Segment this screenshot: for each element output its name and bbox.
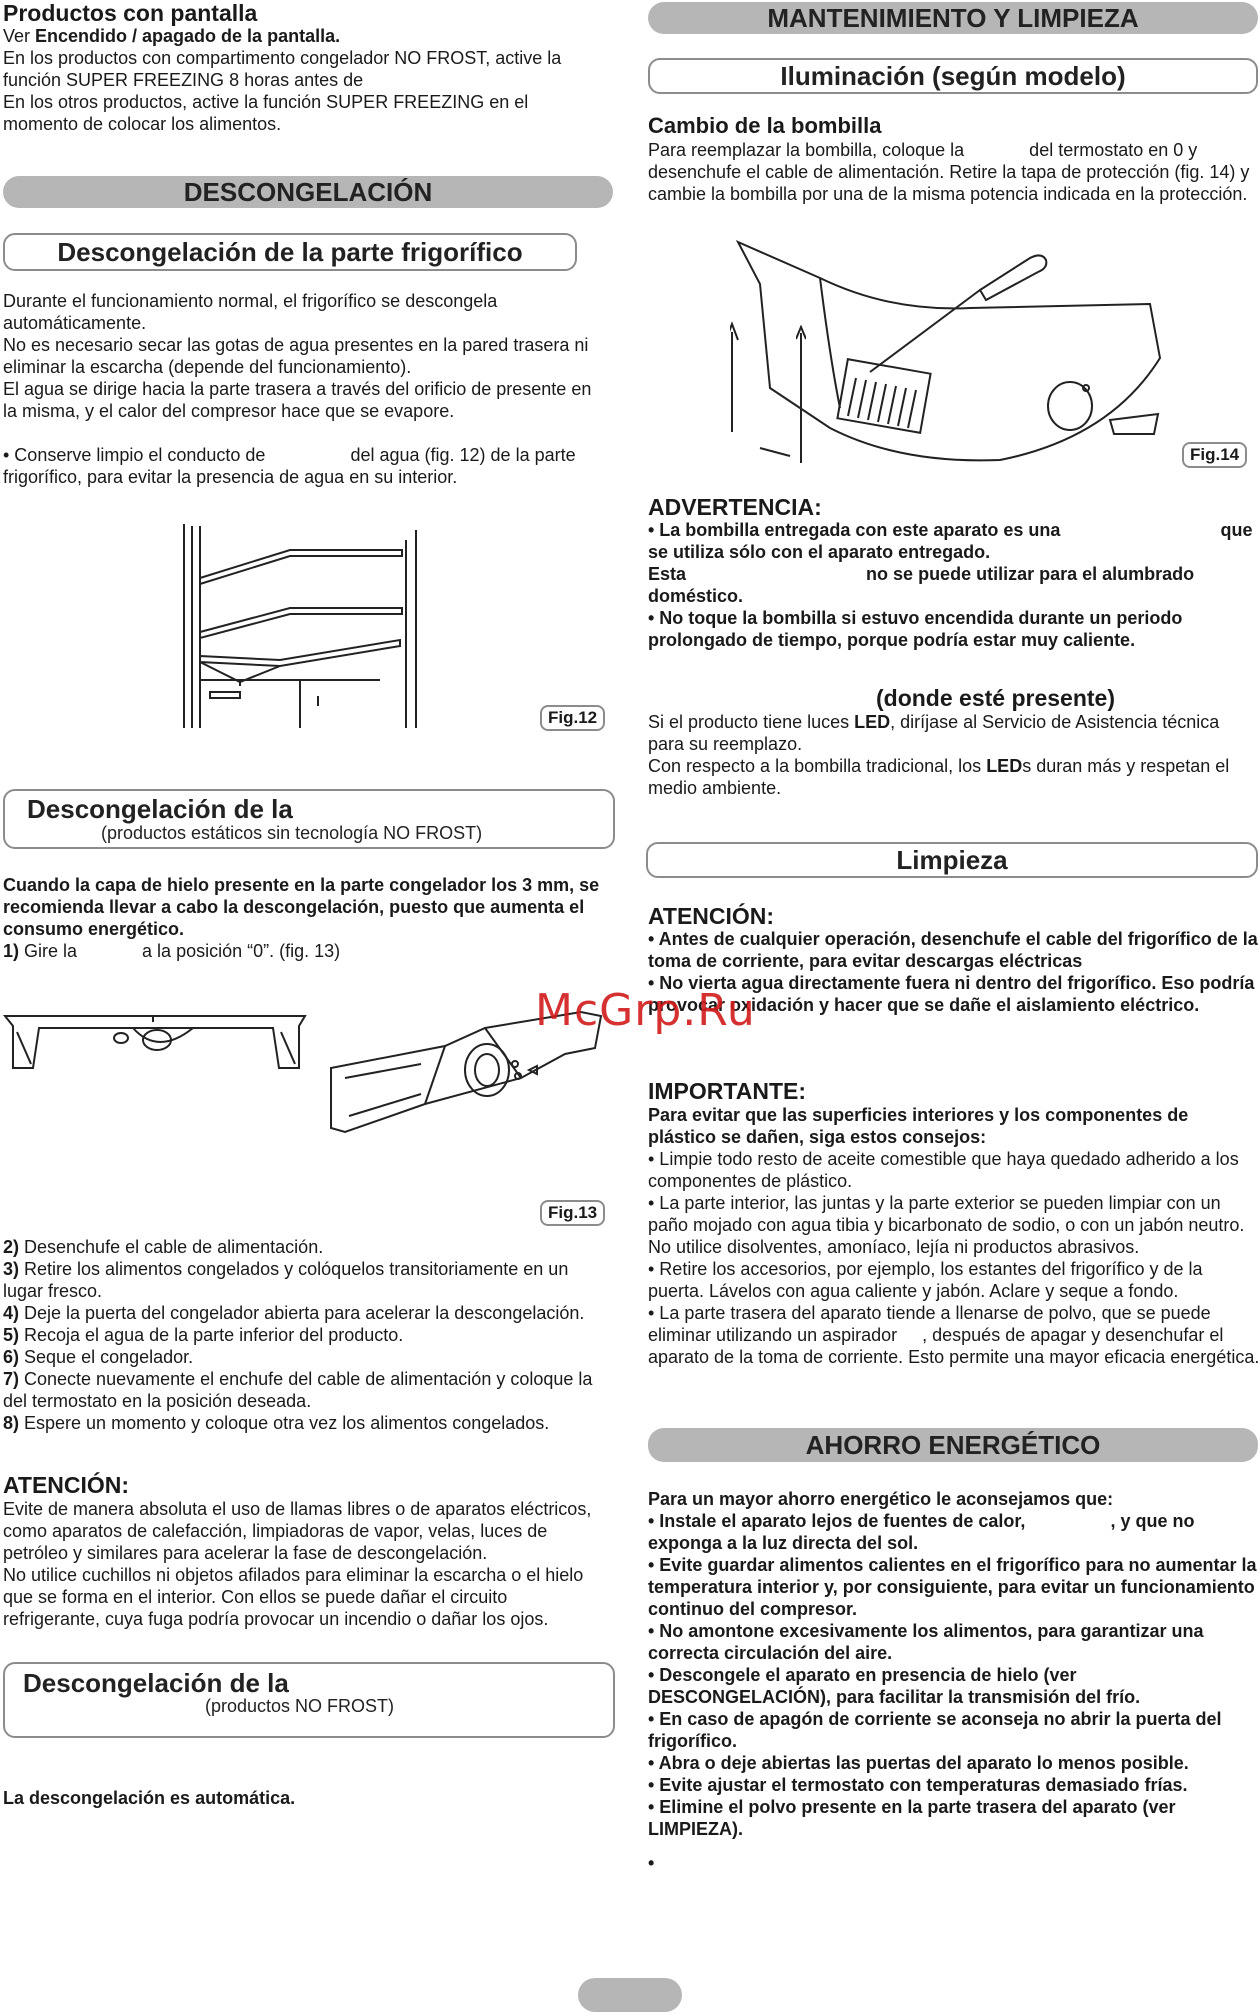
fig14-label: Fig.14 — [1182, 442, 1247, 468]
defrost-fridge-p1: Durante el funcionamiento normal, el frigorífico se descongela automáticamente. — [3, 291, 498, 333]
right-attention-b2: • No vierta agua directamente fuera ni dentro del frigorífico. Eso podría provocar oxidación y hacer que se dañe el aislamiento eléctrico. — [648, 973, 1255, 1015]
watermark: McGrp.Ru — [535, 985, 756, 1036]
important-intro: Para evitar que las superficies interiores y los componentes de plástico se dañen, siga estos consejos: — [648, 1105, 1189, 1147]
led-title: (donde esté presente) — [876, 685, 1115, 711]
defrost-fridge-p2: No es necesario secar las gotas de agua presentes en la pared trasera ni eliminar la escarcha (depende del funcionamiento). — [3, 335, 589, 377]
warning-p1: • La bombilla entregada con este aparato es una que se utiliza sólo con el aparato entregado. — [648, 520, 1258, 562]
warning-p2: Esta no se puede utilizar para el alumbrado doméstico. — [648, 564, 1200, 606]
important-item: • Retire los accesorios, por ejemplo, los estantes del frigorífico y de la puerta. Lávelos con agua caliente y jabón. Aclare y seque a fondo. — [648, 1259, 1203, 1301]
nofrost-defrost-text: La descongelación es automática. — [3, 1788, 296, 1808]
fig12-fridge-interior-illustration — [180, 520, 430, 730]
warning-title: ADVERTENCIA: — [648, 494, 822, 520]
energy-item: • Elimine el polvo presente en la parte trasera del aparato (ver LIMPIEZA). — [648, 1797, 1176, 1839]
fig13-label: Fig.13 — [540, 1200, 605, 1226]
led-p2: Con respecto a la bombilla tradicional, los LEDs duran más y respetan el medio ambiente. — [648, 756, 1230, 798]
products-display-title: Productos con pantalla — [3, 0, 258, 26]
fig12-label: Fig.12 — [540, 705, 605, 731]
nofrost-defrost-box — [3, 1662, 615, 1738]
static-defrost-title: Descongelación de la — [27, 794, 293, 824]
products-display-p3: En los otros productos, active la función SUPER FREEZING en el momento de colocar los alimentos. — [3, 92, 529, 134]
left-attention-p1: Evite de manera absoluta el uso de llamas libres o de aparatos eléctricos, como aparatos de calefacción, limpiadoras de vapor, velas, luces de petróleo y similares para acelerar la fase de descongelación. — [3, 1499, 592, 1563]
energy-list — [648, 1510, 1260, 1874]
energy-item: • Evite guardar alimentos calientes en el frigorífico para no aumentar la temperatura interior y, por consiguiente, para evitar un funcionamiento continuo del compresor. — [648, 1555, 1257, 1619]
important-item: • Limpie todo resto de aceite comestible que haya quedado adherido a los componentes de plástico. — [648, 1149, 1239, 1191]
step-6: 6) Seque el congelador. — [3, 1347, 194, 1367]
defrost-fridge-box: Descongelación de la parte frigorífico — [3, 233, 577, 271]
energy-item: • Descongele el aparato en presencia de hielo (ver DESCONGELACIÓN), para facilitar la transmisión del frío. — [648, 1665, 1141, 1707]
static-defrost-warning: Cuando la capa de hielo presente en la parte congelador los 3 mm, se recomienda llevar a cabo la descongelación, puesto que aumenta el consumo energético. — [3, 875, 600, 939]
step-5: 5) Recoja el agua de la parte inferior del producto. — [3, 1325, 404, 1345]
step-3: 3) Retire los alimentos congelados y colóquelos transitoriamente en un lugar fresco. — [3, 1259, 569, 1301]
energy-saving-heading: AHORRO ENERGÉTICO — [648, 1428, 1258, 1462]
step-1: 1) Gire la a la posición “0”. (fig. 13) — [3, 941, 341, 961]
energy-item: • Instale el aparato lejos de fuentes de calor, , y que no exponga a la luz directa del sol. — [648, 1511, 1225, 1553]
step-7: 7) Conecte nuevamente el enchufe del cable de alimentación y coloque la del termostato en la posición deseada. — [3, 1369, 658, 1411]
products-display-p2: En los productos con compartimento congelador NO FROST, active la función SUPER FREEZING 8 horas antes de — [3, 48, 562, 90]
important-title: IMPORTANTE: — [648, 1078, 807, 1104]
energy-item: • Evite ajustar el termostato con temperaturas demasiado frías. — [648, 1775, 1188, 1795]
important-item: • La parte trasera del aparato tiende a llenarse de polvo, que se puede eliminar utilizando un aspirador , después de apagar y desenchufar el aparato de la toma de corriente. Esto permite una mayor eficacia energética. — [648, 1303, 1260, 1367]
fig14-up-arrow — [796, 325, 806, 465]
fig13-control-panel-front-illustration — [3, 1012, 308, 1072]
defrost-steps-list — [3, 1236, 658, 1434]
defrost-heading: DESCONGELACIÓN — [3, 176, 613, 208]
energy-item: • En caso de apagón de corriente se aconseja no abrir la puerta del frigorífico. — [648, 1709, 1222, 1751]
energy-item: • No amontone excesivamente los alimentos, para garantizar una correcta circulación del aire. — [648, 1621, 1204, 1663]
cleaning-box: Limpieza — [646, 842, 1258, 878]
nofrost-defrost-subtitle: (productos NO FROST) — [205, 1696, 395, 1716]
lighting-box: Iluminación (según modelo) — [648, 58, 1258, 94]
static-defrost-subtitle: (productos estáticos sin tecnología NO FROST) — [101, 823, 483, 843]
defrost-fridge-bullet: • Conserve limpio el conducto de del agua (fig. 12) de la parte frigorífico, para evitar la presencia de agua en su interior. — [3, 445, 581, 487]
left-attention-p2: No utilice cuchillos ni objetos afilados para eliminar la escarcha o el hielo que se forma en el interior. Con ellos se puede dañar el circuito refrigerante, cuya fuga podría provocar un incendio o dañar los ojos. — [3, 1565, 584, 1629]
products-display-p1: Ver Encendido / apagado de la pantalla. — [3, 26, 341, 46]
energy-intro: Para un mayor ahorro energético le aconsejamos que: — [648, 1489, 1114, 1509]
right-attention-title: ATENCIÓN: — [648, 903, 775, 929]
bulb-change-title: Cambio de la bombilla — [648, 113, 882, 138]
static-defrost-box — [3, 789, 615, 849]
right-attention-b1: • Antes de cualquier operación, desenchufe el cable del frigorífico de la toma de corriente, para evitar descargas eléctricas — [648, 929, 1258, 971]
step-4: 4) Deje la puerta del congelador abierta para acelerar la descongelación. — [3, 1303, 585, 1323]
bulb-change-text: Para reemplazar la bombilla, coloque la del termostato en 0 y desenchufe el cable de alimentación. Retire la tapa de protección (fig. 14) y cambie la bombilla por una de la misma potencia indicada en la protección. — [648, 140, 1255, 204]
step-8: 8) Espere un momento y coloque otra vez los alimentos congelados. — [3, 1413, 550, 1433]
defrost-fridge-p3: El agua se dirige hacia la parte trasera a través del orificio de presente en la misma, y el calor del compresor hace que se evapore. — [3, 379, 592, 421]
nofrost-defrost-title: Descongelación de la — [23, 1668, 289, 1698]
important-list — [648, 1148, 1260, 1368]
important-item: • La parte interior, las juntas y la parte exterior se pueden limpiar con un paño mojado con agua tibia y bicarbonato de sodio, o con un jabón neutro. No utilice disolventes, amoníaco, lejía ni productos abrasivos. — [648, 1193, 1245, 1257]
warning-p3: • No toque la bombilla si estuvo encendida durante un periodo prolongado de tiempo, porque podría estar muy caliente. — [648, 608, 1183, 650]
energy-item: • Abra o deje abiertas las puertas del aparato lo menos posible. — [648, 1753, 1189, 1773]
led-p1: Si el producto tiene luces LED, diríjase al Servicio de Asistencia técnica para su reemplazo. — [648, 712, 1220, 754]
maintenance-heading: MANTENIMIENTO Y LIMPIEZA — [648, 2, 1258, 34]
step-2: 2) Desenchufe el cable de alimentación. — [3, 1237, 324, 1257]
left-attention-title: ATENCIÓN: — [3, 1472, 130, 1498]
page-number-pill — [578, 1978, 682, 2012]
energy-item: • — [648, 1853, 655, 1873]
